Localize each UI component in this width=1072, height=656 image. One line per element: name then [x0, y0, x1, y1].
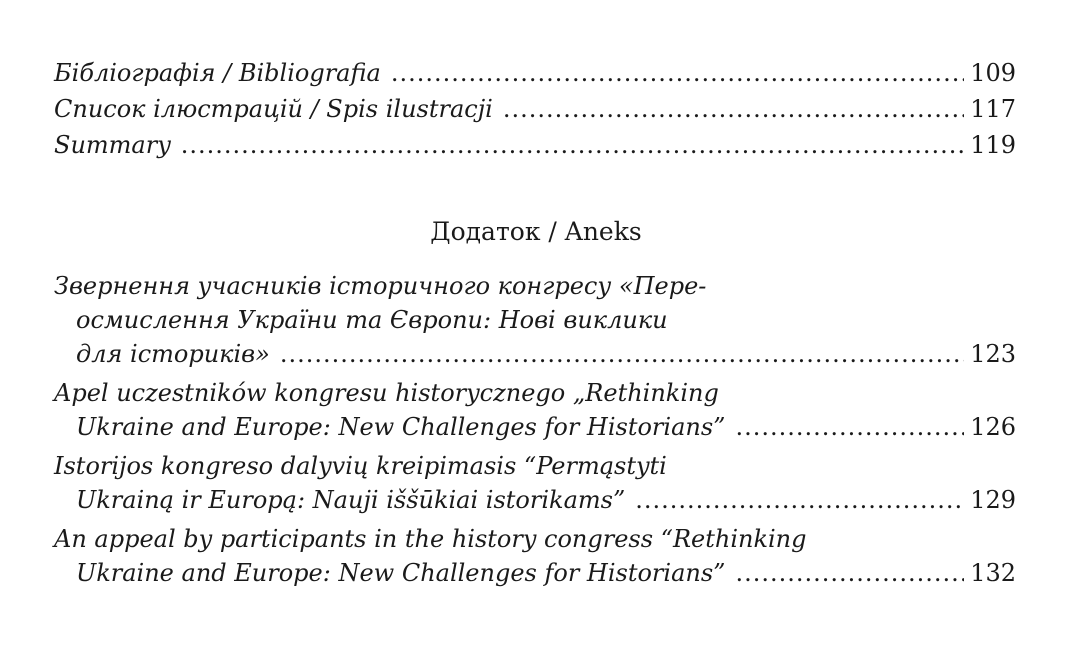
- toc-page-number: 126: [970, 413, 1016, 441]
- toc-page-number: 117: [970, 95, 1016, 123]
- toc-entry-title-line: Звернення учасників історичного конгресу «Пере-: [54, 272, 707, 300]
- toc-top-section: [54, 55, 1016, 163]
- toc-entry-title: Бібліографія / Bibliografia: [54, 59, 381, 87]
- toc-page-number: 109: [970, 59, 1016, 87]
- toc-line: [54, 556, 1016, 590]
- toc-line: [54, 483, 1016, 517]
- toc-line: [54, 91, 1016, 127]
- dot-leader: [735, 410, 964, 444]
- toc-line: [54, 303, 1016, 337]
- toc-entry-title-line: Ukrainą ir Europą: Nauji iššūkiai istorikams”: [76, 486, 626, 514]
- toc-entry-title-line: для істориків»: [76, 340, 270, 368]
- toc-entry-title-line: Ukraine and Europe: New Challenges for Historians”: [76, 413, 726, 441]
- toc-line: [54, 522, 1016, 556]
- toc-entry-appeal-english[interactable]: [54, 522, 1016, 590]
- toc-entry-appeal-lithuanian[interactable]: [54, 449, 1016, 517]
- toc-entry-title-line: осмислення України та Європи: Нові виклики: [76, 306, 668, 334]
- toc-line: [54, 337, 1016, 371]
- toc-page-number: 132: [970, 559, 1016, 587]
- toc-entry-appeal-polish[interactable]: [54, 376, 1016, 444]
- dot-leader: [181, 127, 964, 163]
- toc-entry-summary[interactable]: [54, 127, 1016, 163]
- dot-leader: [503, 91, 964, 127]
- toc-page-number: 119: [970, 131, 1016, 159]
- toc-line: [54, 127, 1016, 163]
- toc-entry-title: Список ілюстрацій / Spis ilustracji: [54, 95, 493, 123]
- toc-line: [54, 410, 1016, 444]
- toc-line: [54, 269, 1016, 303]
- toc-line: [54, 55, 1016, 91]
- dot-leader: [280, 337, 964, 371]
- toc-page-number: 129: [970, 486, 1016, 514]
- toc-annex-section: [54, 269, 1016, 590]
- dot-leader: [735, 556, 964, 590]
- toc-entry-bibliography[interactable]: [54, 55, 1016, 91]
- toc-entry-title-line: Apel uczestników kongresu historycznego „Rethinking: [54, 379, 719, 407]
- toc-entry-title-line: Istorijos kongreso dalyvių kreipimasis “Permąstyti: [54, 452, 667, 480]
- toc-entry-title: Summary: [54, 131, 171, 159]
- toc-page-number: 123: [970, 340, 1016, 368]
- toc-entry-title-line: Ukraine and Europe: New Challenges for Historians”: [76, 559, 726, 587]
- toc-line: [54, 449, 1016, 483]
- toc-entry-appeal-ukrainian[interactable]: [54, 269, 1016, 371]
- section-heading: Додаток / Aneks: [430, 217, 642, 246]
- toc-entry-illustrations[interactable]: [54, 91, 1016, 127]
- dot-leader: [391, 55, 964, 91]
- toc-entry-title-line: An appeal by participants in the history congress “Rethinking: [54, 525, 807, 553]
- dot-leader: [635, 483, 964, 517]
- toc-line: [54, 376, 1016, 410]
